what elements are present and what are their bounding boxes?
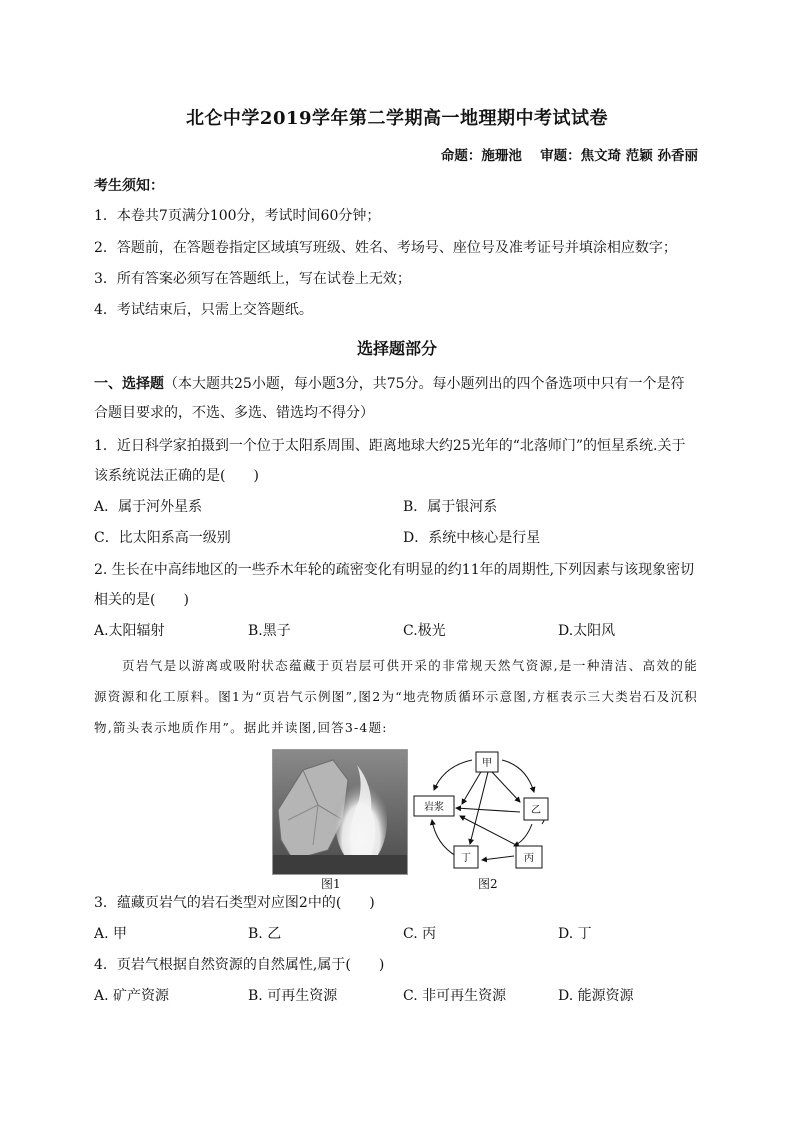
q2-option-d: D.太阳风 (558, 623, 616, 639)
part-one-desc: （本大题共25小题，每小题3分，共75分。每小题列出的四个备选项中只有一个是符 (164, 376, 685, 392)
q1-option-b: B．属于银河系 (403, 499, 498, 515)
q3-option-c: C. 丙 (403, 926, 437, 942)
reading-passage: 页岩气是以游离或吸附状态蕴藏于页岩层可供开采的非常规天然气资源,是一种清洁、高效的能源资源和化工原料。图1为“页岩气示例图”,图2为“地壳物质循环示意图,方框表示三大类岩石及沉积物,箭头表示地质作用”。据此并读图,回答3-4题: (94, 658, 698, 735)
q2-option-c: C.极光 (403, 623, 446, 639)
notice-item: 3．所有答案必须写在答题纸上，写在试卷上无效； (94, 271, 411, 287)
node-bing (516, 846, 542, 868)
cycle-arrow (482, 856, 514, 860)
shale-gas-photo (272, 749, 408, 875)
q2-stem-2: 相关的是( ) (94, 592, 189, 608)
shale-gas-photo-image (273, 750, 407, 874)
cycle-arrow (434, 760, 472, 790)
q3-option-b: B. 乙 (248, 926, 282, 942)
node-yi (524, 798, 548, 820)
q3-option-a: A. 甲 (94, 926, 128, 942)
node-ding (454, 846, 478, 868)
cycle-arrow (456, 808, 520, 812)
cycle-arrow (432, 820, 456, 856)
q1-option-d: D．系统中核心是行星 (403, 530, 541, 546)
q1-stem-2: 该系统说法正确的是( ) (94, 468, 259, 484)
q4-option-b: B. 可再生资源 (248, 988, 338, 1004)
notice-item: 4．考试结束后，只需上交答题纸。 (94, 302, 313, 318)
figure2-caption: 图2 (478, 877, 498, 891)
node-magma (414, 796, 454, 816)
notice-heading: 考生须知： (94, 178, 164, 194)
q4-option-c: C. 非可再生资源 (403, 988, 507, 1004)
q3-option-d: D. 丁 (558, 926, 592, 942)
q4-option-d: D. 能源资源 (558, 988, 634, 1004)
figure1-caption: 图1 (321, 877, 341, 891)
q4-stem: 4．页岩气根据自然资源的自然属性,属于( ) (94, 957, 385, 973)
q2-option-b: B.黑子 (248, 623, 291, 639)
node-jia-label: 甲 (482, 758, 492, 769)
q3-stem: 3．蕴藏页岩气的岩石类型对应图2中的( ) (94, 895, 375, 911)
cycle-arrow (492, 772, 520, 802)
part-one-intro (94, 374, 685, 394)
q4-option-a: A. 矿产资源 (94, 988, 170, 1004)
q1-option-c: C．比太阳系高一级别 (94, 530, 231, 546)
node-yi-label: 乙 (531, 805, 541, 816)
part-one-desc-2: 合题目要求的，不选、多选、错选均不得分） (94, 405, 374, 421)
node-ding-label: 丁 (461, 853, 471, 864)
q1-option-a: A．属于河外星系 (94, 499, 203, 515)
q2-option-a: A.太阳辐射 (94, 623, 165, 639)
notice-item: 2．答题前，在答题卷指定区域填写班级、姓名、考场号、座位号及准考证号并填涂相应数字； (94, 240, 677, 256)
q1-stem: 1．近日科学家拍摄到一个位于太阳系周围、距离地球大约25光年的“北落师门”的恒星系统.关于 (94, 438, 686, 454)
notice-item: 1．本卷共7页满分100分，考试时间60分钟； (94, 208, 381, 224)
node-jia (476, 752, 498, 772)
part-one-label: 一、选择题 (94, 376, 164, 392)
exam-title: 北仑中学2019学年第二学期高一地理期中考试试卷 (185, 108, 609, 129)
node-magma-label: 岩浆 (424, 802, 444, 813)
cycle-arrow (462, 770, 482, 804)
cycle-arrow (470, 772, 488, 844)
node-bing-label: 丙 (524, 853, 534, 864)
section-title: 选择题部分 (356, 339, 437, 358)
authors-line: 命题：施珊池 审题：焦文琦 范颖 孙香丽 (440, 148, 698, 164)
cycle-arrow (514, 824, 532, 846)
rock-cycle-diagram (408, 746, 568, 876)
q2-stem: 2. 生长在中高纬地区的一些乔木年轮的疏密变化有明显的约11年的周期性,下列因素与该现象密切 (94, 562, 695, 578)
cycle-arrow (460, 816, 518, 846)
